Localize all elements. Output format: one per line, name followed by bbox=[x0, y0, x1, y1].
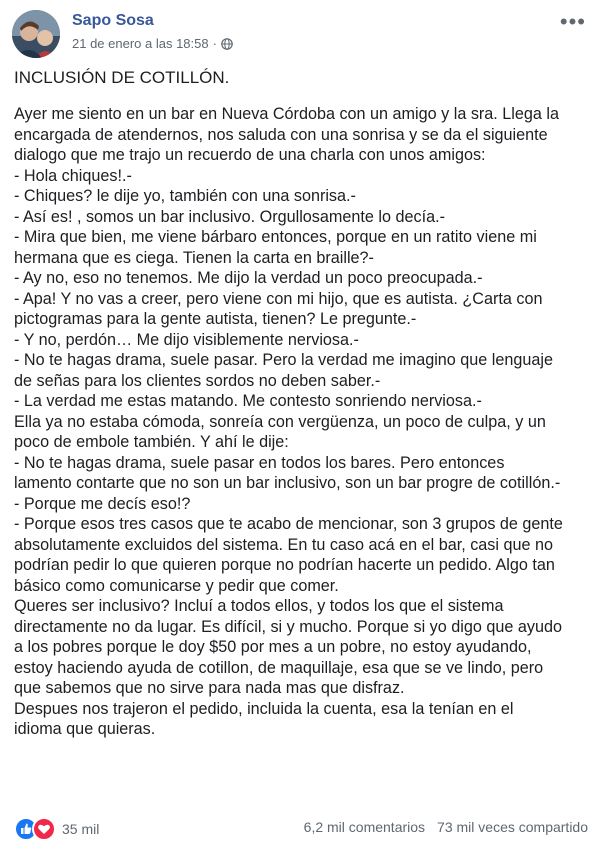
post-line: - Porque esos tres casos que te acabo de mencionar, son 3 grupos de gente bbox=[14, 515, 563, 533]
post-line: idioma que quieras. bbox=[14, 720, 156, 738]
post-line: absolutamente excluidos del sistema. En tu caso acá en el bar, casi que no bbox=[14, 535, 554, 554]
post-line: - Ay no, eso no tenemos. Me dijo la verdad un poco preocupada.- bbox=[14, 269, 483, 287]
post-line: directamente no da lugar. Es difícil, si y mucho. Porque si yo digo que ayudo bbox=[14, 617, 562, 636]
post-line: de señas para los clientes sordos no deben saber.- bbox=[14, 371, 381, 390]
post-line: básico como comunicarse y pedir que comer. bbox=[14, 576, 339, 595]
post-body bbox=[14, 104, 592, 740]
post-line: estoy haciendo ayuda de cotillon, de maquillaje, esa que se ve lindo, pero bbox=[14, 658, 544, 677]
post-line: encargada de atendernos, nos saluda con una sonrisa y se da el siguiente bbox=[14, 125, 548, 144]
post-line: - Hola chiques!.- bbox=[14, 166, 132, 185]
post-line: - La verdad me estas matando. Me contesto sonriendo nerviosa.- bbox=[14, 392, 482, 410]
post-line: dialogo que me trajo un recuerdo de una charla con unos amigos: bbox=[14, 146, 486, 164]
post-line: - No te hagas drama, suele pasar. Pero la verdad me imagino que lenguaje bbox=[14, 351, 554, 369]
post-line: - Apa! Y no vas a creer, pero viene con mi hijo, que es autista. ¿Carta con bbox=[14, 289, 543, 308]
post-timestamp[interactable]: 21 de enero a las 18:58 bbox=[72, 36, 209, 51]
post-line: podrían pedir lo que quieren porque no podrían hacerte un pedido. Algo tan bbox=[14, 556, 555, 574]
post-line: Despues nos trajeron el pedido, incluida la cuenta, esa la tenían en el bbox=[14, 699, 514, 718]
post-line: que sabemos que no sirve para nada mas que disfraz. bbox=[14, 679, 405, 697]
post-line: - No te hagas drama, suele pasar en todos los bares. Pero entonces bbox=[14, 453, 505, 472]
author-name[interactable]: Sapo Sosa bbox=[72, 12, 154, 29]
post-footer bbox=[14, 815, 588, 841]
post-line: hermana que es ciega. Tienen la carta en braille?- bbox=[14, 248, 374, 267]
post-line: - Mira que bien, me viene bárbaro entonces, porque en un ratito viene mi bbox=[14, 228, 537, 246]
post-meta: 21 de enero a las 18:58 · bbox=[72, 36, 233, 51]
post-title: INCLUSIÓN DE COTILLÓN. bbox=[14, 68, 230, 87]
post-line: pictogramas para la gente autista, tienen? Le pregunte.- bbox=[14, 310, 417, 328]
post-line: Ayer me siento en un bar en Nueva Córdoba con un amigo y la sra. Llega la bbox=[14, 105, 560, 123]
post-line: - Y no, perdón… Me dijo visiblemente nerviosa.- bbox=[14, 330, 359, 349]
post-header bbox=[12, 8, 588, 58]
author-avatar[interactable] bbox=[12, 10, 60, 58]
post-stats bbox=[304, 819, 588, 835]
globe-icon[interactable] bbox=[221, 38, 233, 50]
love-icon bbox=[32, 817, 56, 841]
reactions-summary[interactable] bbox=[14, 817, 99, 841]
post-line: - Así es! , somos un bar inclusivo. Orgullosamente lo decía.- bbox=[14, 207, 445, 226]
more-options-icon[interactable]: ••• bbox=[559, 9, 586, 34]
post-line: poco de embole también. Y ahí le dije: bbox=[14, 433, 289, 451]
post-line: - Porque me decís eso!? bbox=[14, 494, 191, 513]
post-line: Queres ser inclusivo? Incluí a todos ellos, y todos los que el sistema bbox=[14, 597, 504, 615]
post-line: - Chiques? le dije yo, también con una sonrisa.- bbox=[14, 187, 356, 205]
post-line: Ella ya no estaba cómoda, sonreía con vergüenza, un poco de culpa, y un bbox=[14, 412, 546, 431]
post-line: a los pobres porque le doy $50 por mes a un pobre, no estoy ayudando, bbox=[14, 638, 532, 656]
comments-count-link[interactable]: 6,2 mil comentarios bbox=[303, 819, 426, 835]
avatar-image bbox=[12, 10, 60, 58]
reaction-count: 35 mil bbox=[62, 821, 100, 837]
shares-count-link[interactable]: 73 mil veces compartido bbox=[437, 819, 588, 835]
post-line: lamento contarte que no son un bar inclusivo, son un bar progre de cotillón.- bbox=[14, 474, 561, 492]
